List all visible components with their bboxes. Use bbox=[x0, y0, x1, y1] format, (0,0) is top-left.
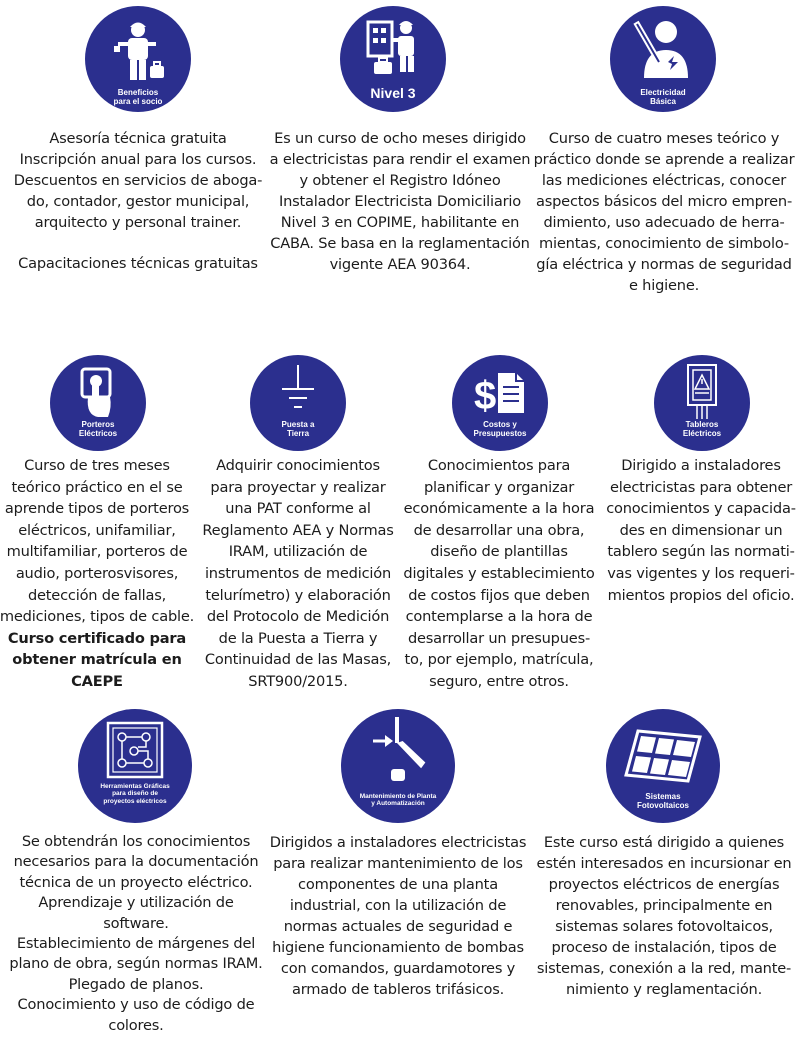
description-line: una PAT conforme al bbox=[225, 500, 371, 518]
badge-label-line: Eléctricos bbox=[682, 428, 722, 438]
description-tableros bbox=[598, 455, 800, 606]
description-line: práctico donde se aprende a realizar bbox=[533, 151, 795, 168]
description-line: arquitecto y personal trainer. bbox=[34, 214, 242, 231]
description-line: Plegado de planos. bbox=[68, 975, 204, 993]
badge-label-line: Puesta a bbox=[281, 420, 315, 429]
description-line: telurímetro) y elaboración bbox=[205, 586, 391, 604]
description-line: de la Puesta a Tierra y bbox=[218, 629, 378, 647]
description-line: Dirigido a instaladores bbox=[621, 457, 781, 474]
description-line: tablero según las normati- bbox=[607, 543, 795, 561]
description-line: detección de fallas, bbox=[27, 586, 167, 604]
description-nivel3 bbox=[262, 128, 538, 275]
description-line: a electricistas para rendir el examen bbox=[269, 151, 531, 168]
description-line: Adquirir conocimientos bbox=[216, 457, 380, 474]
badge-fotovoltaicos bbox=[606, 709, 720, 823]
description-line: estén interesados en incursionar en bbox=[536, 855, 792, 872]
description-line: vigente AEA 90364. bbox=[329, 256, 471, 273]
badge-label-line: Eléctricos bbox=[78, 428, 118, 438]
description-line: Este curso está dirigido a quienes bbox=[543, 834, 785, 851]
description-bold-line: Curso certificado para bbox=[7, 629, 187, 647]
description-line: Capacitaciones técnicas gratuitas bbox=[18, 255, 258, 272]
description-line: Instalador Electricista Domiciliario bbox=[278, 193, 522, 210]
badge-tableros bbox=[654, 355, 750, 451]
description-line: seguro, entre otros. bbox=[429, 672, 569, 690]
description-line: desarrollar un presupues- bbox=[407, 629, 591, 647]
badge-porteros bbox=[50, 355, 146, 451]
description-line: IRAM, utilización de bbox=[228, 543, 368, 561]
description-fotovoltaicos bbox=[528, 832, 800, 1000]
description-line: Conocimientos para bbox=[427, 457, 571, 474]
badge-label-line: proyectos eléctricos bbox=[103, 797, 167, 805]
description-line: Conocimiento y uso de código de bbox=[17, 996, 255, 1014]
description-line: renovables, principalmente en bbox=[555, 897, 773, 914]
description-line: dimiento, uso adecuado de herra- bbox=[543, 214, 785, 231]
badge-label-line: Tableros bbox=[685, 420, 719, 429]
solar-panel-icon bbox=[624, 727, 702, 785]
description-costos bbox=[396, 455, 602, 693]
svg-text:$: $ bbox=[474, 374, 497, 418]
description-line: las mediciones eléctricas, conocer bbox=[541, 172, 787, 189]
description-line: audio, porterosvisores, bbox=[15, 564, 179, 582]
badge-label-line: y Automatización bbox=[371, 800, 425, 808]
description-line: Se obtendrán los conocimientos bbox=[21, 833, 251, 850]
description-line: componentes de una planta bbox=[298, 876, 498, 893]
description-line: higiene funcionamiento de bombas bbox=[272, 939, 524, 956]
ground-symbol-icon bbox=[278, 365, 318, 415]
badge-label-line: Electricidad bbox=[640, 88, 686, 97]
description-mantenimiento bbox=[263, 832, 533, 1000]
description-line: planificar y organizar bbox=[423, 478, 575, 496]
description-line: mediciones, tipos de cable. bbox=[0, 608, 195, 626]
badge-label-line: Herramientas Gráficas bbox=[100, 783, 170, 790]
badge-electricidad-basica bbox=[610, 6, 716, 112]
description-line: nimiento y reglamentación. bbox=[565, 981, 763, 998]
description-line: gía eléctrica y normas de seguridad bbox=[536, 256, 792, 273]
description-line: con comandos, guardamotores y bbox=[280, 960, 516, 977]
description-beneficios bbox=[0, 128, 276, 274]
technician-screwdriver-icon bbox=[630, 16, 696, 82]
description-line: Inscripción anual para los cursos. bbox=[19, 151, 257, 168]
description-line: CABA. Se basa en la reglamentación bbox=[270, 235, 530, 252]
description-line: Establecimiento de márgenes del bbox=[16, 935, 256, 953]
description-porteros bbox=[0, 455, 200, 693]
description-line: to, por ejemplo, matrícula, bbox=[404, 651, 594, 669]
description-line: del Protocolo de Medición bbox=[206, 608, 390, 626]
badge-label-line: para diseño de bbox=[112, 790, 158, 798]
description-herramientas bbox=[0, 832, 272, 1036]
description-line: colores. bbox=[108, 1016, 164, 1034]
description-line: sistemas solares fotovoltaicos, bbox=[555, 918, 773, 935]
badge-label-line: Sistemas bbox=[645, 792, 681, 801]
badge-label-line: Nivel 3 bbox=[370, 85, 416, 101]
description-line: Es un curso de ocho meses dirigido bbox=[274, 130, 526, 147]
description-bold-line: obtener matrícula en bbox=[12, 651, 182, 669]
description-line: Reglamento AEA y Normas bbox=[202, 521, 394, 539]
description-bold-line: CAEPE bbox=[71, 672, 123, 690]
badge-label-line: Fotovoltaicos bbox=[636, 800, 689, 810]
description-line: normas actuales de seguridad e bbox=[283, 918, 513, 935]
badge-label-line: Costos y bbox=[483, 420, 517, 429]
description-line: SRT900/2015. bbox=[248, 672, 348, 690]
description-line: Asesoría técnica gratuita bbox=[49, 130, 227, 147]
badge-herramientas bbox=[78, 709, 192, 823]
switch-lever-icon bbox=[367, 717, 429, 783]
badge-label-line: Beneficios bbox=[117, 88, 159, 97]
description-line: y obtener el Registro Idóneo bbox=[299, 172, 501, 189]
description-line: necesarios para la documentación bbox=[13, 853, 259, 871]
description-line: do, contador, gestor municipal, bbox=[26, 193, 250, 210]
description-line: conocimientos y capacida- bbox=[606, 500, 796, 518]
electrical-panel-icon bbox=[686, 363, 718, 421]
description-line: sistemas, conexión a la red, mante- bbox=[536, 960, 792, 977]
description-line: Descuentos en servicios de aboga- bbox=[13, 172, 263, 189]
description-line: electricistas para obtener bbox=[609, 478, 793, 496]
description-puesta-tierra bbox=[195, 455, 401, 693]
electrician-at-panel-icon bbox=[362, 16, 426, 80]
description-line: mientas, conocimiento de simbolo- bbox=[539, 235, 789, 252]
description-line: aspectos básicos del micro empren- bbox=[535, 193, 793, 210]
badge-costos bbox=[452, 355, 548, 451]
description-line: aprende tipos de porteros bbox=[4, 500, 190, 518]
description-line: mientos propios del oficio. bbox=[607, 586, 795, 604]
description-line: des en dimensionar un bbox=[619, 521, 783, 539]
badge-label-line: Presupuestos bbox=[473, 428, 527, 438]
badge-label-line: Básica bbox=[650, 96, 676, 106]
description-line: de costos fijos que deben bbox=[408, 586, 590, 604]
description-line: e higiene. bbox=[628, 277, 700, 294]
badge-puesta-tierra bbox=[250, 355, 346, 451]
description-line: industrial, con la utilización de bbox=[289, 897, 507, 914]
description-line: Nivel 3 en COPIME, habilitante en bbox=[280, 214, 520, 231]
description-line: Dirigidos a instaladores electricistas bbox=[269, 834, 527, 851]
description-line: multifamiliar, porteros de bbox=[6, 543, 188, 561]
description-line: Continuidad de las Masas, bbox=[204, 651, 392, 669]
badge-mantenimiento bbox=[341, 709, 455, 823]
description-line: contemplarse a la hora de bbox=[405, 608, 593, 626]
description-line: para realizar mantenimiento de los bbox=[273, 855, 523, 872]
description-line: para proyectar y realizar bbox=[210, 478, 386, 496]
worker-with-toolbox-icon bbox=[108, 18, 168, 82]
description-line: eléctricos, unifamiliar, bbox=[18, 521, 176, 539]
badge-beneficios bbox=[85, 6, 191, 112]
badge-label-line: para el socio bbox=[113, 96, 163, 106]
description-line: vas vigentes y los requeri- bbox=[607, 564, 795, 582]
description-line: plano de obra, según normas IRAM. bbox=[9, 955, 263, 973]
badge-label-line: Mantenimiento de Planta bbox=[359, 793, 437, 800]
description-line: Aprendizaje y utilización de bbox=[38, 894, 234, 912]
description-line: proceso de instalación, tipos de bbox=[551, 939, 777, 956]
description-line: Curso de tres meses bbox=[24, 457, 170, 474]
description-electricidad-basica bbox=[526, 128, 800, 296]
description-line: armado de tableros trifásicos. bbox=[291, 981, 505, 998]
description-line: proyectos eléctricos de energías bbox=[548, 876, 780, 893]
description-line: de desarrollar una obra, bbox=[413, 521, 585, 539]
description-line: Curso de cuatro meses teórico y bbox=[548, 130, 780, 147]
description-line: software. bbox=[103, 914, 169, 932]
description-line: teórico práctico en el se bbox=[11, 478, 183, 496]
badge-nivel3 bbox=[340, 6, 446, 112]
description-line: técnica de un proyecto eléctrico. bbox=[19, 873, 253, 891]
badge-label-line: Tierra bbox=[286, 428, 310, 438]
circuit-diagram-icon bbox=[106, 721, 164, 779]
doorbell-press-icon bbox=[80, 367, 116, 419]
description-line: digitales y establecimiento bbox=[403, 564, 595, 582]
description-line: instrumentos de medición bbox=[204, 564, 392, 582]
description-line: económicamente a la hora bbox=[403, 500, 595, 518]
dollar-document-icon bbox=[472, 367, 528, 419]
description-line: diseño de plantillas bbox=[430, 543, 568, 561]
badge-label-line: Porteros bbox=[81, 420, 115, 429]
